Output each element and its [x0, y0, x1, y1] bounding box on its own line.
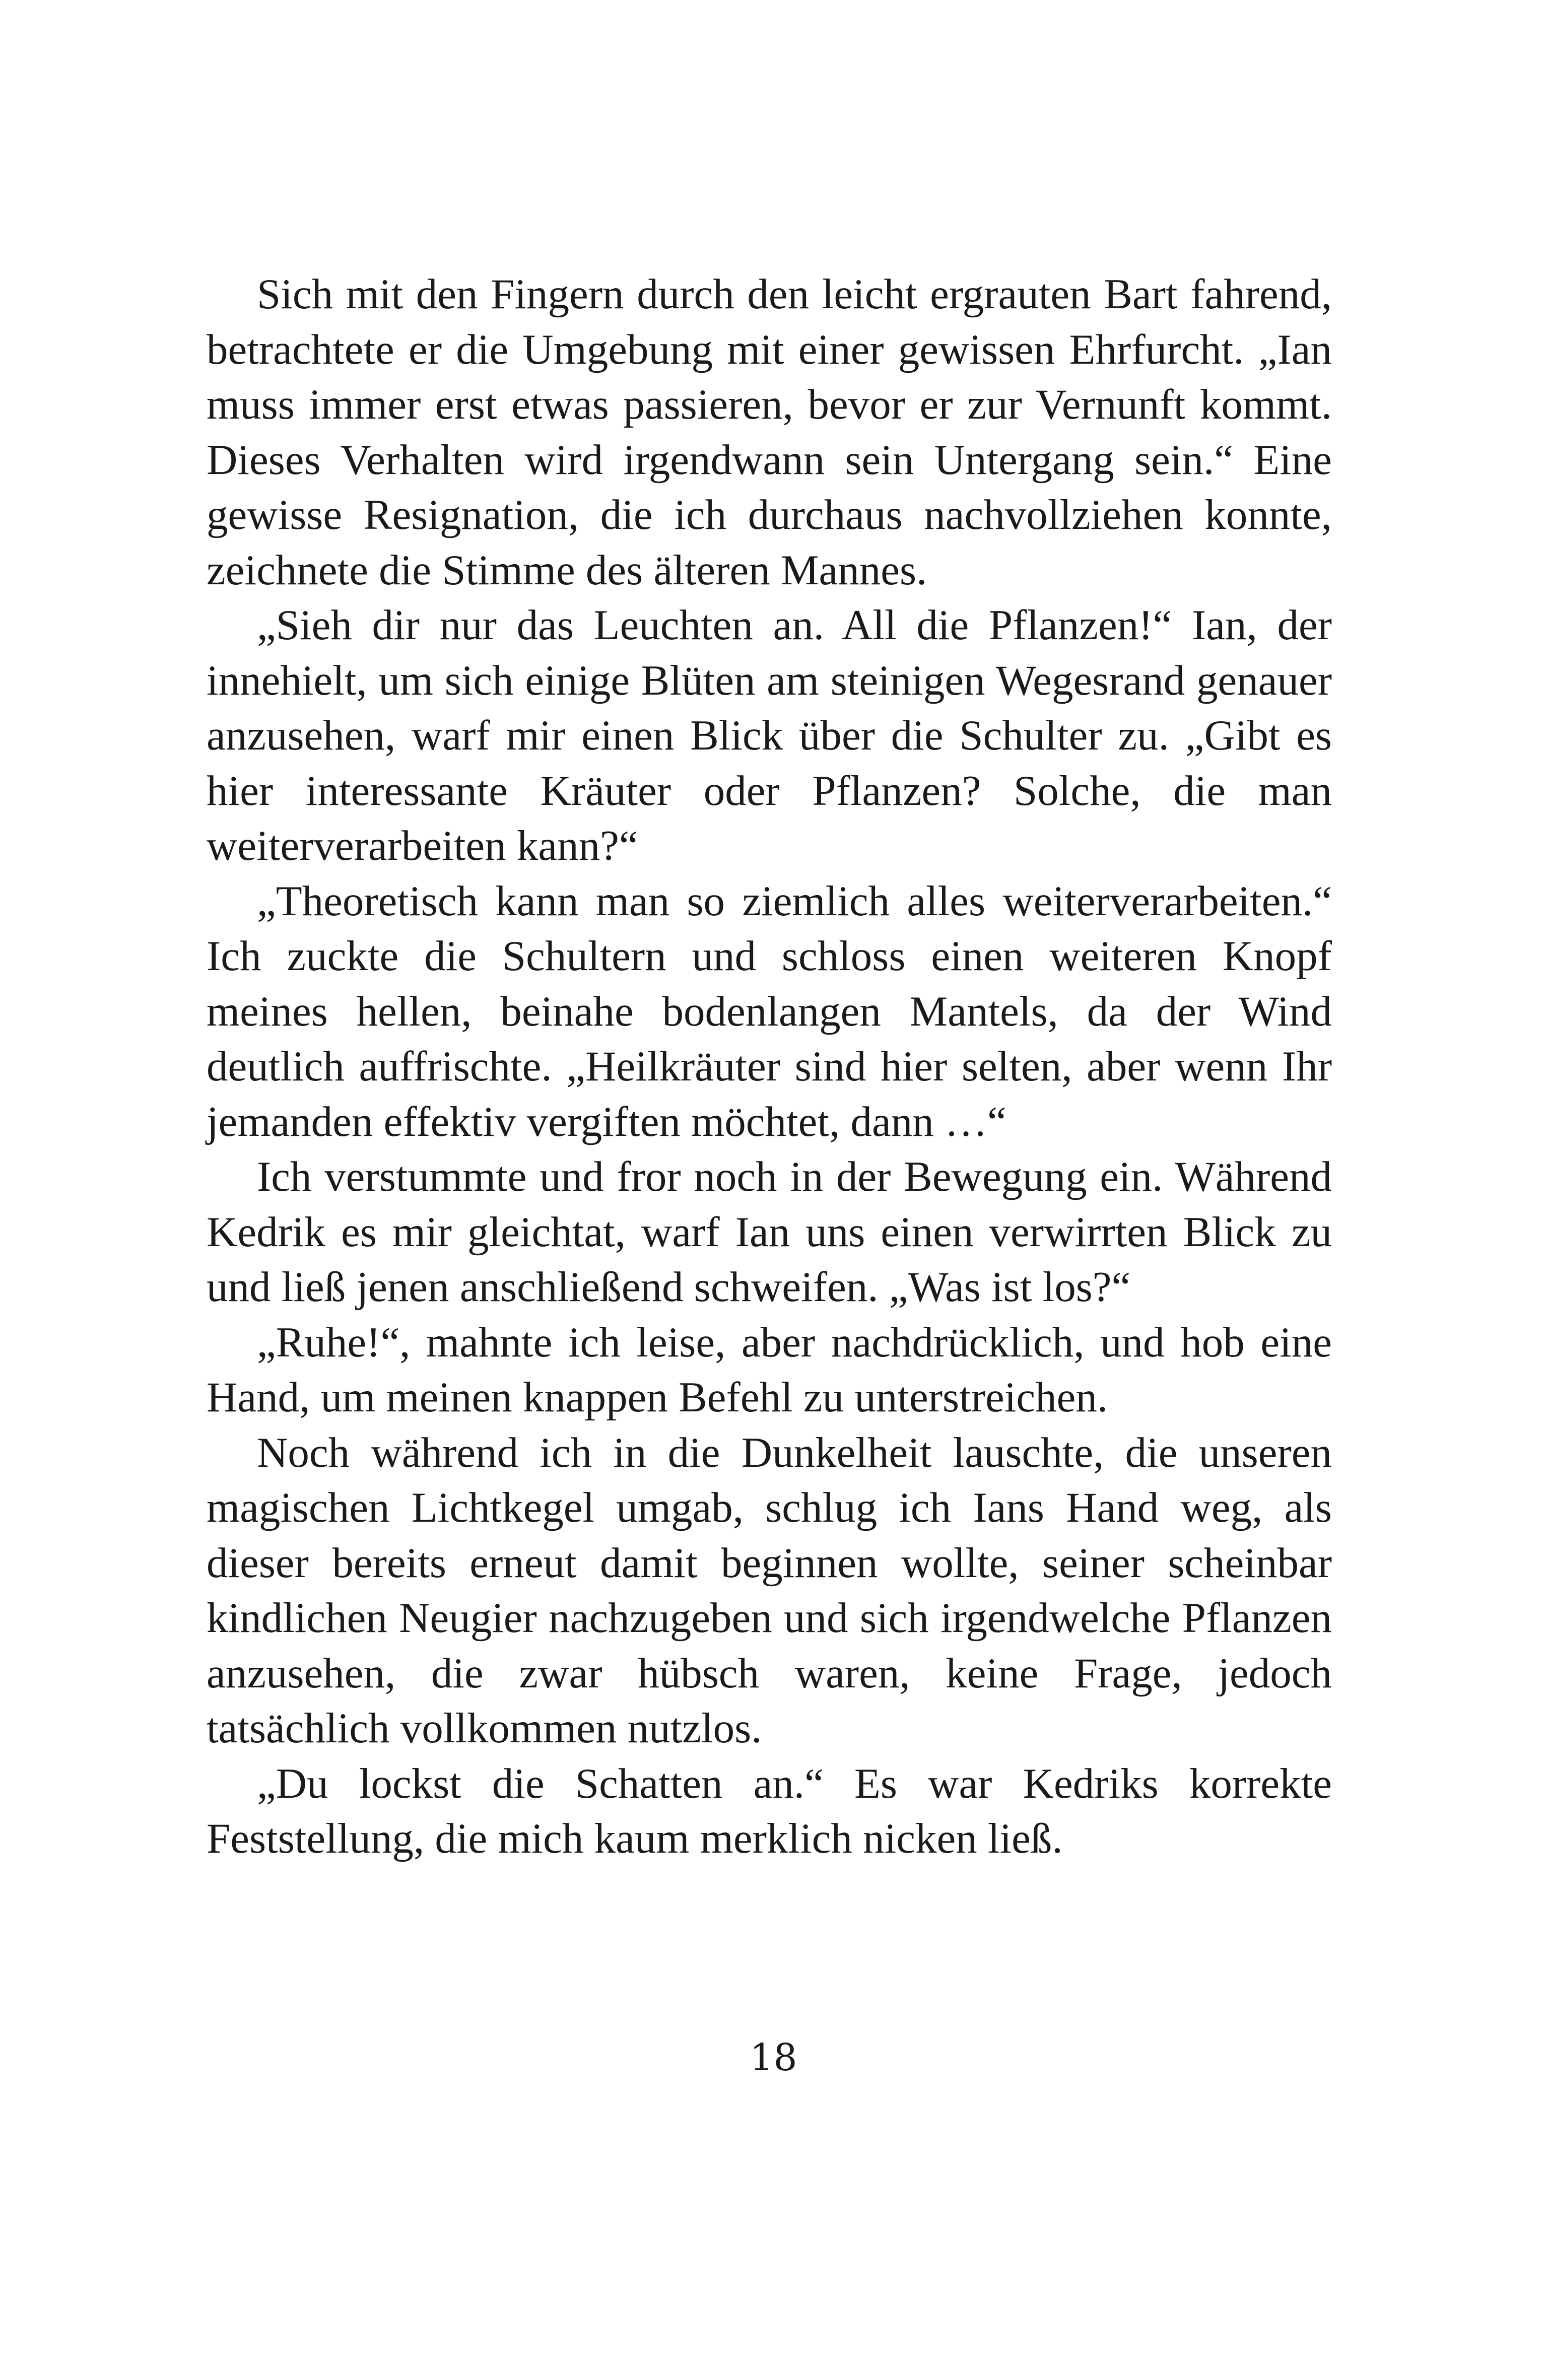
paragraph: „Du lockst die Schatten an.“ Es war Kedriks korrekte Feststellung, die mich kaum merklich nicken ließ.	[207, 1759, 1332, 1862]
body-text	[207, 267, 1332, 1867]
page-number: 18	[750, 2036, 797, 2079]
paragraph: „Theoretisch kann man so ziemlich alles weiterverarbeiten.“ Ich zuckte die Schultern und schloss einen weiteren Knopf meines hellen, beinahe bodenlangen Mantels, da der Wind deutlich auffrischte. „Heilkräuter sind hier selten, aber wenn Ihr jemanden effektiv vergiften möchtet, dann …“	[207, 877, 1332, 1145]
paragraph: Sich mit den Fingern durch den leicht ergrauten Bart fahrend, betrachtete er die Umgebung mit einer gewissen Ehrfurcht. „Ian muss immer erst etwas passieren, bevor er zur Vernunft kommt. Dieses Verhalten wird irgendwann sein Untergang sein.“ Eine gewisse Resignation, die ich durchaus nachvollziehen konnte, zeichnete die Stimme des älteren Mannes.	[207, 270, 1332, 594]
paragraph: „Ruhe!“, mahnte ich leise, aber nachdrücklich, und hob eine Hand, um meinen knappen Befehl zu unterstreichen.	[207, 1318, 1332, 1421]
paragraph: „Sieh dir nur das Leuchten an. All die Pflanzen!“ Ian, der innehielt, um sich einige Blüten am steinigen Wegesrand genauer anzusehen, warf mir einen Blick über die Schulter zu. „Gibt es hier interessante Kräuter oder Pflanzen? Solche, die man weiterverarbeiten kann?“	[207, 601, 1332, 869]
paragraph: Noch während ich in die Dunkelheit lauschte, die unseren magischen Lichtkegel umgab, schlug ich Ians Hand weg, als dieser bereits erneut damit beginnen wollte, seiner scheinbar kindlichen Neugier nachzugeben und sich irgendwelche Pflanzen anzusehen, die zwar hübsch waren, keine Frage, jedoch tatsächlich vollkommen nutzlos.	[207, 1429, 1332, 1752]
paragraph: Ich verstummte und fror noch in der Bewegung ein. Während Kedrik es mir gleichtat, warf Ian uns einen verwirrten Blick zu und ließ jenen anschließend schweifen. „Was ist los?“	[207, 1153, 1332, 1311]
